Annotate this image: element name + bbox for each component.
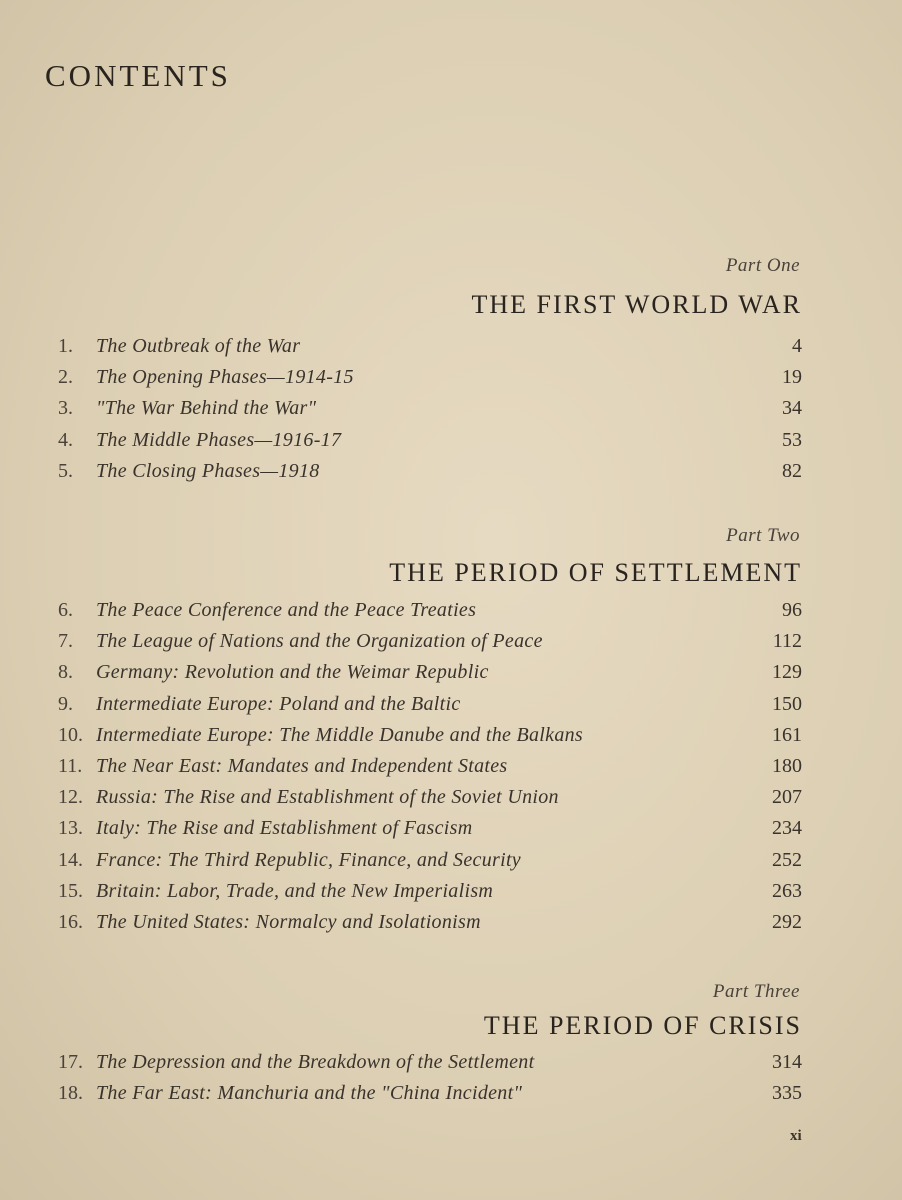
entry-title: The Near East: Mandates and Independent States bbox=[96, 755, 508, 778]
entry-title: Intermediate Europe: Poland and the Baltic bbox=[96, 692, 461, 715]
entry-title: Britain: Labor, Trade, and the New Imperialism bbox=[96, 879, 494, 902]
part-two-heading: THE PERIOD OF SETTLEMENT bbox=[389, 558, 802, 587]
part-three-entries bbox=[58, 1047, 802, 1109]
entry-title: The United States: Normalcy and Isolationism bbox=[96, 910, 481, 933]
toc-entry bbox=[58, 456, 802, 487]
toc-entry bbox=[58, 393, 802, 424]
toc-entry bbox=[58, 1078, 802, 1109]
entry-title: Russia: The Rise and Establishment of the Soviet Union bbox=[96, 786, 559, 809]
entry-page: 19 bbox=[782, 366, 802, 389]
toc-entry bbox=[58, 813, 802, 844]
entry-page: 4 bbox=[792, 335, 802, 358]
toc-entry bbox=[58, 907, 802, 938]
entry-number: 7. bbox=[58, 630, 73, 653]
entry-page: 234 bbox=[772, 817, 802, 840]
entry-number: 16. bbox=[58, 910, 83, 933]
entry-title: The Outbreak of the War bbox=[96, 335, 301, 358]
entry-title: "The War Behind the War" bbox=[96, 397, 317, 420]
toc-entry bbox=[58, 689, 802, 720]
toc-entry bbox=[58, 720, 802, 751]
entry-number: 2. bbox=[58, 366, 73, 389]
part-two-entries bbox=[58, 595, 802, 938]
entry-title: Italy: The Rise and Establishment of Fascism bbox=[96, 817, 473, 840]
entry-page: 34 bbox=[782, 397, 802, 420]
page-title: CONTENTS bbox=[45, 58, 231, 93]
entry-title: France: The Third Republic, Finance, and Security bbox=[96, 848, 521, 871]
entry-page: 129 bbox=[772, 661, 802, 684]
part-three-heading: THE PERIOD OF CRISIS bbox=[483, 1011, 802, 1040]
entry-page: 150 bbox=[772, 692, 802, 715]
toc-entry bbox=[58, 876, 802, 907]
entry-number: 12. bbox=[58, 786, 83, 809]
entry-title: The Depression and the Breakdown of the Settlement bbox=[96, 1051, 535, 1074]
entry-title: The Middle Phases—1916-17 bbox=[96, 428, 342, 451]
entry-page: 161 bbox=[772, 723, 802, 746]
part-one-label: Part One bbox=[725, 255, 800, 276]
entry-title: The Closing Phases—1918 bbox=[96, 459, 320, 482]
entry-number: 10. bbox=[58, 723, 83, 746]
entry-number: 15. bbox=[58, 879, 83, 902]
entry-number: 3. bbox=[58, 397, 73, 420]
entry-number: 4. bbox=[58, 428, 73, 451]
entry-page: 252 bbox=[772, 848, 802, 871]
entry-page: 180 bbox=[772, 755, 802, 778]
entry-page: 82 bbox=[782, 459, 802, 482]
entry-number: 11. bbox=[58, 755, 83, 778]
entry-number: 13. bbox=[58, 817, 83, 840]
toc-entry bbox=[58, 657, 802, 688]
entry-page: 112 bbox=[772, 630, 802, 653]
entry-number: 14. bbox=[58, 848, 83, 871]
toc-entry bbox=[58, 425, 802, 456]
entry-page: 53 bbox=[782, 428, 802, 451]
entry-page: 314 bbox=[772, 1051, 802, 1074]
entry-page: 263 bbox=[772, 879, 802, 902]
entry-number: 6. bbox=[58, 599, 73, 622]
toc-entry bbox=[58, 1047, 802, 1078]
part-one-heading: THE FIRST WORLD WAR bbox=[471, 290, 802, 319]
entry-title: Germany: Revolution and the Weimar Republic bbox=[96, 661, 489, 684]
part-two-label: Part Two bbox=[726, 525, 800, 546]
toc-entry bbox=[58, 782, 802, 813]
toc-entry bbox=[58, 331, 802, 362]
toc-entry bbox=[58, 362, 802, 393]
entry-page: 335 bbox=[772, 1082, 802, 1105]
entry-number: 5. bbox=[58, 459, 73, 482]
entry-number: 18. bbox=[58, 1082, 83, 1105]
entry-number: 8. bbox=[58, 661, 73, 684]
entry-number: 17. bbox=[58, 1051, 83, 1074]
page-folio: xi bbox=[790, 1128, 802, 1144]
entry-title: The League of Nations and the Organization of Peace bbox=[96, 630, 543, 653]
toc-entry bbox=[58, 845, 802, 876]
toc-entry bbox=[58, 751, 802, 782]
toc-entry bbox=[58, 595, 802, 626]
entry-title: Intermediate Europe: The Middle Danube and the Balkans bbox=[96, 723, 584, 746]
entry-number: 9. bbox=[58, 692, 73, 715]
entry-number: 1. bbox=[58, 335, 73, 358]
entry-page: 207 bbox=[772, 786, 802, 809]
entry-title: The Opening Phases—1914-15 bbox=[96, 366, 354, 389]
entry-page: 292 bbox=[772, 910, 802, 933]
part-one-entries bbox=[58, 331, 802, 487]
entry-title: The Far East: Manchuria and the "China Incident" bbox=[96, 1082, 523, 1105]
part-three-label: Part Three bbox=[712, 981, 800, 1002]
toc-entry bbox=[58, 626, 802, 657]
entry-page: 96 bbox=[782, 599, 802, 622]
entry-title: The Peace Conference and the Peace Treaties bbox=[96, 599, 477, 622]
